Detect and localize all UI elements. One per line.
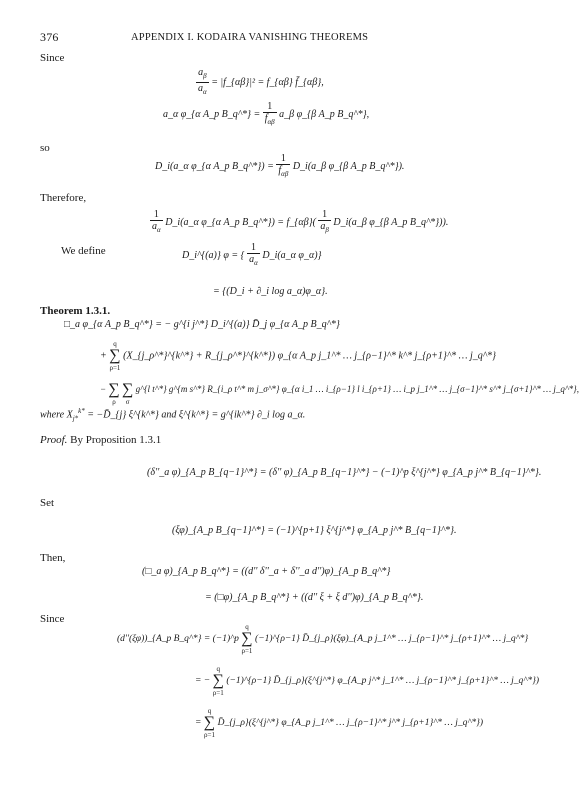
then-label: Then, [40, 552, 66, 564]
theorem-title: Theorem 1.3.1. [40, 305, 111, 317]
equation-5: D_i^{(a)} φ = { $\frac{1}{a_\alpha}$ D_i(a_α φ_α)} [182, 242, 322, 267]
theorem-line-1: □_a φ_{α A_p B_q^*} = − g^{i j^*} D_i^{(a)} D̄_j φ_{α A_p B_q^*} [64, 319, 340, 330]
running-title: APPENDIX I. KODAIRA VANISHING THEOREMS [131, 32, 369, 43]
equation-3: D_i(a_α φ_{α A_p B_q^*}) = $\frac{1}{f̄_{\alpha\beta}}$ D_i(a_β φ_{β A_p B_q^*}). [155, 153, 405, 178]
proof-label: Proof. [40, 434, 68, 446]
proof-line [40, 434, 161, 446]
equation-2: a_α φ_{α A_p B_q^*} = $\frac{1}{f̄_{\alpha\beta}}$ a_β φ_{β A_p B_q^*}, [163, 101, 370, 126]
theorem-line-2: + q ∑ ρ=1 (X_{j_ρ^*}^{k^*} + R_{j_ρ^*}^{k^*}) φ_{α A_p j_1^* … j_{ρ−1}^* k^* j_{ρ+1}^* … j_q^*} [100, 340, 497, 372]
set-label: Set [40, 497, 55, 509]
since-label: Since [40, 52, 65, 64]
equation-4: $\frac{1}{a_\alpha}$ D_i(a_α φ_{α A_p B_q^*}) = f_{αβ}( $\frac{1}{a_\beta}$ D_i(a_β φ_{β A_p B_q^*})). [152, 209, 449, 234]
since-equation-2: = − q ∑ ρ=1 (−1)^{ρ−1} D̄_{j_ρ}(ξ^{j^*} φ_{A_p j^* j_1^* … j_{ρ−1}^* j_{ρ+1}^* … j_q^*}) [195, 665, 540, 697]
since-label-2: Since [40, 613, 65, 625]
proof-equation: (δ''_a φ)_{A_p B_{q−1}^*} = (δ'' φ)_{A_p B_{q−1}^*} − (−1)^p ξ^{j^*} φ_{A_p j^* B_{q−1}^*}. [147, 467, 542, 478]
then-equation-2: = (□φ)_{A_p B_q^*} + ((d'' ξ + ξ d'')φ)_{A_p B_q^*}. [205, 592, 424, 603]
page-number: 376 [40, 30, 59, 44]
so-label: so [40, 142, 50, 154]
theorem-line-3: − ∑ ρ ∑ σ g^{l t^*} g^{m s^*} R_{i_ρ t^* m j_σ^*} φ_{α i_1 … i_{ρ−1} l i_{ρ+1} … i_p j_1^* … j_{σ−1}^* s^* j_{σ+1}^* … j_q^*}, [100, 381, 579, 406]
then-equation-1: (□_a φ)_{A_p B_q^*} = ((d'' δ''_a + δ''_a d'')φ)_{A_p B_q^*} [142, 566, 391, 577]
since-equation-3: = q ∑ ρ=1 D̄_{j_ρ}(ξ^{j^*} φ_{A_p j_1^* … j_{ρ−1}^* j^* j_{ρ+1}^* … j_q^*}) [195, 707, 484, 739]
equation-1: $\frac{a_\beta}{a_\alpha}$ = |f_{αβ}|² = f_{αβ} f̄_{αβ}, [198, 67, 324, 96]
proof-text: By Proposition 1.3.1 [70, 434, 162, 446]
we-define-label: We define [61, 245, 106, 257]
set-equation: (ξφ)_{A_p B_{q−1}^*} = (−1)^{p+1} ξ^{j^*} φ_{A_p j^* B_{q−1}^*}. [172, 525, 457, 536]
therefore-label: Therefore, [40, 192, 87, 204]
where-clause: where $X_{j*}^{k*}$ = −D̄_{j} ξ^{k^*} and ξ^{k^*} = g^{ik^*} ∂_i log a_α. [40, 407, 306, 423]
since-equation-1: (d''(ξφ))_{A_p B_q^*} = (−1)^p q ∑ ρ=1 (−1)^{ρ−1} D̄_{j_ρ}(ξφ)_{A_p j_1^* … j_{ρ−1}^* j_{ρ+1}^* … j_q^*} [117, 623, 529, 655]
equation-6: = {(D_i + ∂_i log a_α)φ_α}. [213, 286, 328, 297]
